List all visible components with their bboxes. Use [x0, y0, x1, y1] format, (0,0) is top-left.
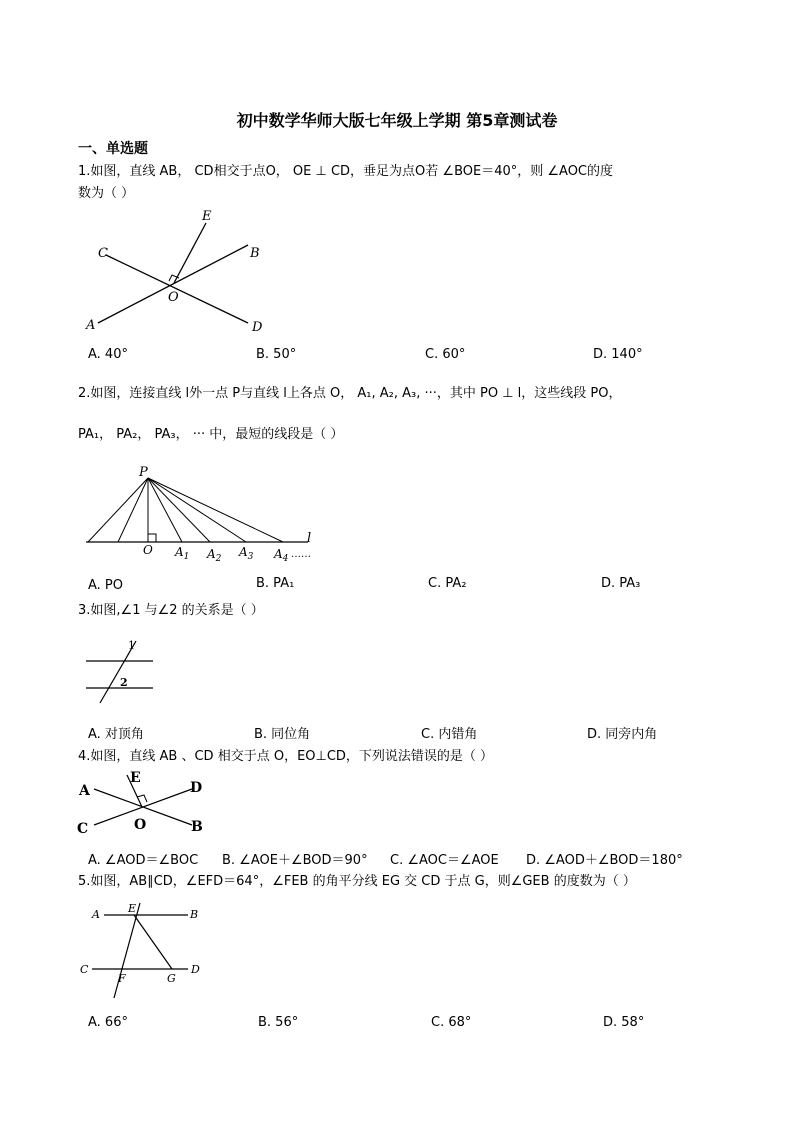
q3-option-d[interactable]: D. 同旁内角	[587, 727, 658, 742]
q1-text-line1: 1.如图，直线 AB， CD相交于点O， OE ⊥ CD，垂足为点O若 ∠BOE＝40°，则 ∠AOC的度	[78, 164, 614, 179]
q2-option-b[interactable]: B. PA₁	[256, 576, 295, 591]
q2-text-line2: PA₁， PA₂， PA₃， ··· 中，最短的线段是（ ）	[78, 427, 344, 442]
q5-figure	[78, 898, 218, 1008]
q4-label-O: O	[134, 817, 147, 833]
q4-option-c[interactable]: C. ∠AOC＝∠AOE	[390, 853, 499, 868]
q1-label-O: O	[168, 290, 179, 305]
q4-text-line1: 4.如图，直线 AB 、CD 相交于点 O，EO⊥CD，下列说法错误的是（ ）	[78, 749, 494, 764]
q2-label-A3: $A_3$	[239, 545, 254, 562]
q1-text-line2: 数为（ ）	[78, 186, 135, 201]
q5-option-c[interactable]: C. 68°	[431, 1015, 472, 1030]
q5-option-b[interactable]: B. 56°	[258, 1015, 299, 1030]
q5-option-a[interactable]: A. 66°	[88, 1015, 128, 1030]
q2-label-P: P	[139, 465, 148, 480]
q2-text-line1: 2.如图，连接直线 l外一点 P与直线 l上各点 O， A₁, A₂, A₃, ···，其中 PO ⊥ l，这些线段 PO，	[78, 386, 622, 401]
q5-label-F: F	[118, 972, 126, 985]
q2-label-A1: $A_1$	[175, 545, 190, 562]
q4-option-a[interactable]: A. ∠AOD＝∠BOC	[88, 853, 199, 868]
q2-label-O: O	[143, 543, 153, 557]
q1-label-E: E	[202, 209, 212, 224]
q5-label-C: C	[80, 963, 89, 976]
q3-angle-2: 2	[120, 676, 128, 689]
q1-option-c[interactable]: C. 60°	[425, 347, 466, 362]
q2-option-d[interactable]: D. PA₃	[601, 576, 641, 591]
q1-label-C: C	[98, 246, 108, 261]
q4-label-B: B	[191, 819, 203, 835]
q2-option-c[interactable]: C. PA₂	[428, 576, 467, 591]
q3-option-b[interactable]: B. 同位角	[254, 727, 311, 742]
q4-label-C: C	[77, 821, 89, 837]
q5-label-B: B	[190, 908, 199, 921]
q3-angle-1: 1	[128, 639, 135, 652]
q3-option-c[interactable]: C. 内错角	[421, 727, 478, 742]
q1-label-B: B	[250, 246, 260, 261]
q4-label-D: D	[190, 780, 203, 796]
q1-option-d[interactable]: D. 140°	[593, 347, 643, 362]
q2-label-A4: $A_4$	[274, 547, 289, 564]
q1-figure	[78, 205, 278, 340]
q5-label-D: D	[191, 963, 200, 976]
section-heading: 一、单选题	[78, 141, 148, 157]
q3-text-line1: 3.如图,∠1 与∠2 的关系是（ ）	[78, 603, 264, 618]
q2-label-dots: ……	[291, 549, 311, 560]
q5-option-d[interactable]: D. 58°	[603, 1015, 645, 1030]
q2-figure	[78, 462, 338, 567]
q5-label-A: A	[92, 908, 100, 921]
q5-text-line1: 5.如图，AB∥CD，∠EFD＝64°，∠FEB 的角平分线 EG 交 CD 于点 G，则∠GEB 的度数为（ ）	[78, 874, 636, 889]
q5-label-E: E	[128, 902, 137, 915]
q4-figure	[74, 767, 219, 842]
q4-label-A: A	[79, 783, 90, 799]
q2-label-l: l	[307, 531, 312, 546]
q5-label-G: G	[167, 972, 176, 985]
page-title: 初中数学华师大版七年级上学期 第5章测试卷	[236, 111, 558, 130]
q3-figure	[78, 633, 168, 713]
q2-label-A2: $A_2$	[207, 547, 222, 564]
q1-option-b[interactable]: B. 50°	[256, 347, 297, 362]
q4-option-b[interactable]: B. ∠AOE＋∠BOD＝90°	[222, 853, 368, 868]
q2-option-a[interactable]: A. PO	[88, 578, 124, 593]
q4-label-E: E	[130, 770, 141, 786]
q1-label-A: A	[86, 318, 96, 333]
q1-option-a[interactable]: A. 40°	[88, 347, 128, 362]
q3-option-a[interactable]: A. 对顶角	[88, 727, 144, 742]
q1-label-D: D	[252, 320, 263, 335]
q4-option-d[interactable]: D. ∠AOD＋∠BOD＝180°	[526, 853, 683, 868]
